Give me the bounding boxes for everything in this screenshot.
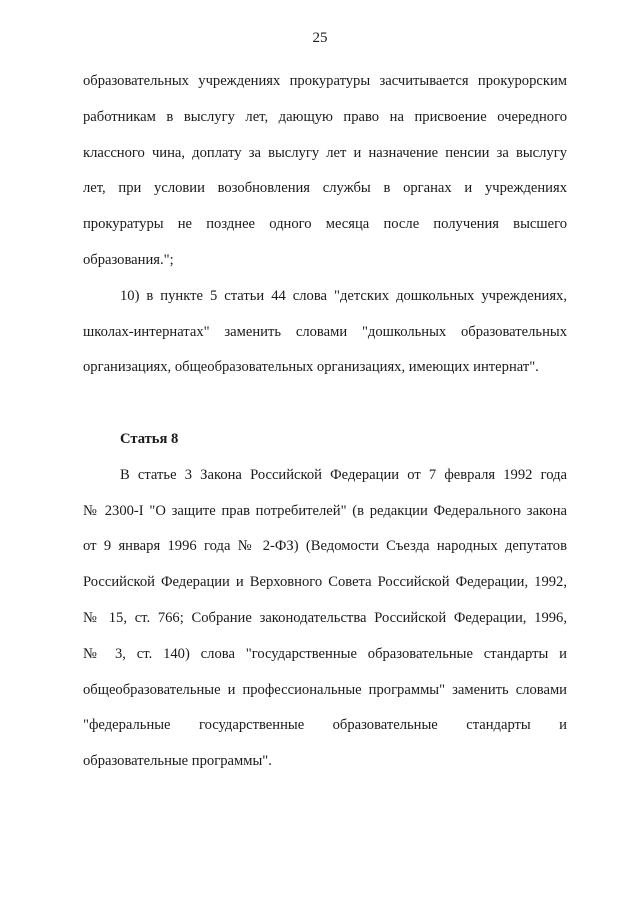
text-line: школах-интернатах" заменить словами "дошкольных образовательных bbox=[83, 323, 567, 340]
text-line: от 9 января 1996 года № 2-ФЗ) (Ведомости Съезда народных депутатов bbox=[83, 538, 567, 555]
text-line: № 2300-I "О защите прав потребителей" (в редакции Федерального закона bbox=[83, 502, 567, 519]
paragraph-item-10 bbox=[83, 279, 567, 386]
text-line: общеобразовательные и профессиональные программы" заменить словами bbox=[83, 681, 567, 698]
page-number: 25 bbox=[312, 30, 328, 46]
text-line: образовательных учреждениях прокуратуры засчитывается прокурорским bbox=[83, 73, 567, 89]
text-line: 10) в пункте 5 статьи 44 слова "детских дошкольных учреждениях, bbox=[120, 287, 567, 304]
article-heading: Статья 8 bbox=[120, 430, 179, 447]
text-line: прокуратуры не позднее одного месяца после получения высшего bbox=[83, 216, 567, 233]
text-line: В статье 3 Закона Российской Федерации от 7 февраля 1992 года bbox=[120, 466, 567, 483]
text-line: работникам в выслугу лет, дающую право на присвоение очередного bbox=[83, 108, 567, 125]
text-line: лет, при условии возобновления службы в органах и учреждениях bbox=[83, 180, 567, 197]
text-line: Российской Федерации и Верховного Совета Российской Федерации, 1992, bbox=[83, 574, 567, 591]
spacer bbox=[83, 386, 567, 422]
text-line: классного чина, доплату за выслугу лет и назначение пенсии за выслугу bbox=[83, 144, 567, 161]
text-line: организациях, общеобразовательных организациях, имеющих интернат". bbox=[83, 359, 539, 376]
paragraph-continuation bbox=[83, 64, 567, 279]
text-line: образовательные программы". bbox=[83, 753, 272, 770]
paragraph-article-8 bbox=[83, 458, 567, 780]
text-line: № 15, ст. 766; Собрание законодательства Российской Федерации, 1996, bbox=[83, 609, 567, 626]
text-line: образования."; bbox=[83, 251, 174, 268]
document-body bbox=[83, 64, 567, 780]
text-line: № 3, ст. 140) слова "государственные образовательные стандарты и bbox=[83, 645, 567, 662]
text-line: "федеральные государственные образовательные стандарты и bbox=[83, 717, 567, 734]
